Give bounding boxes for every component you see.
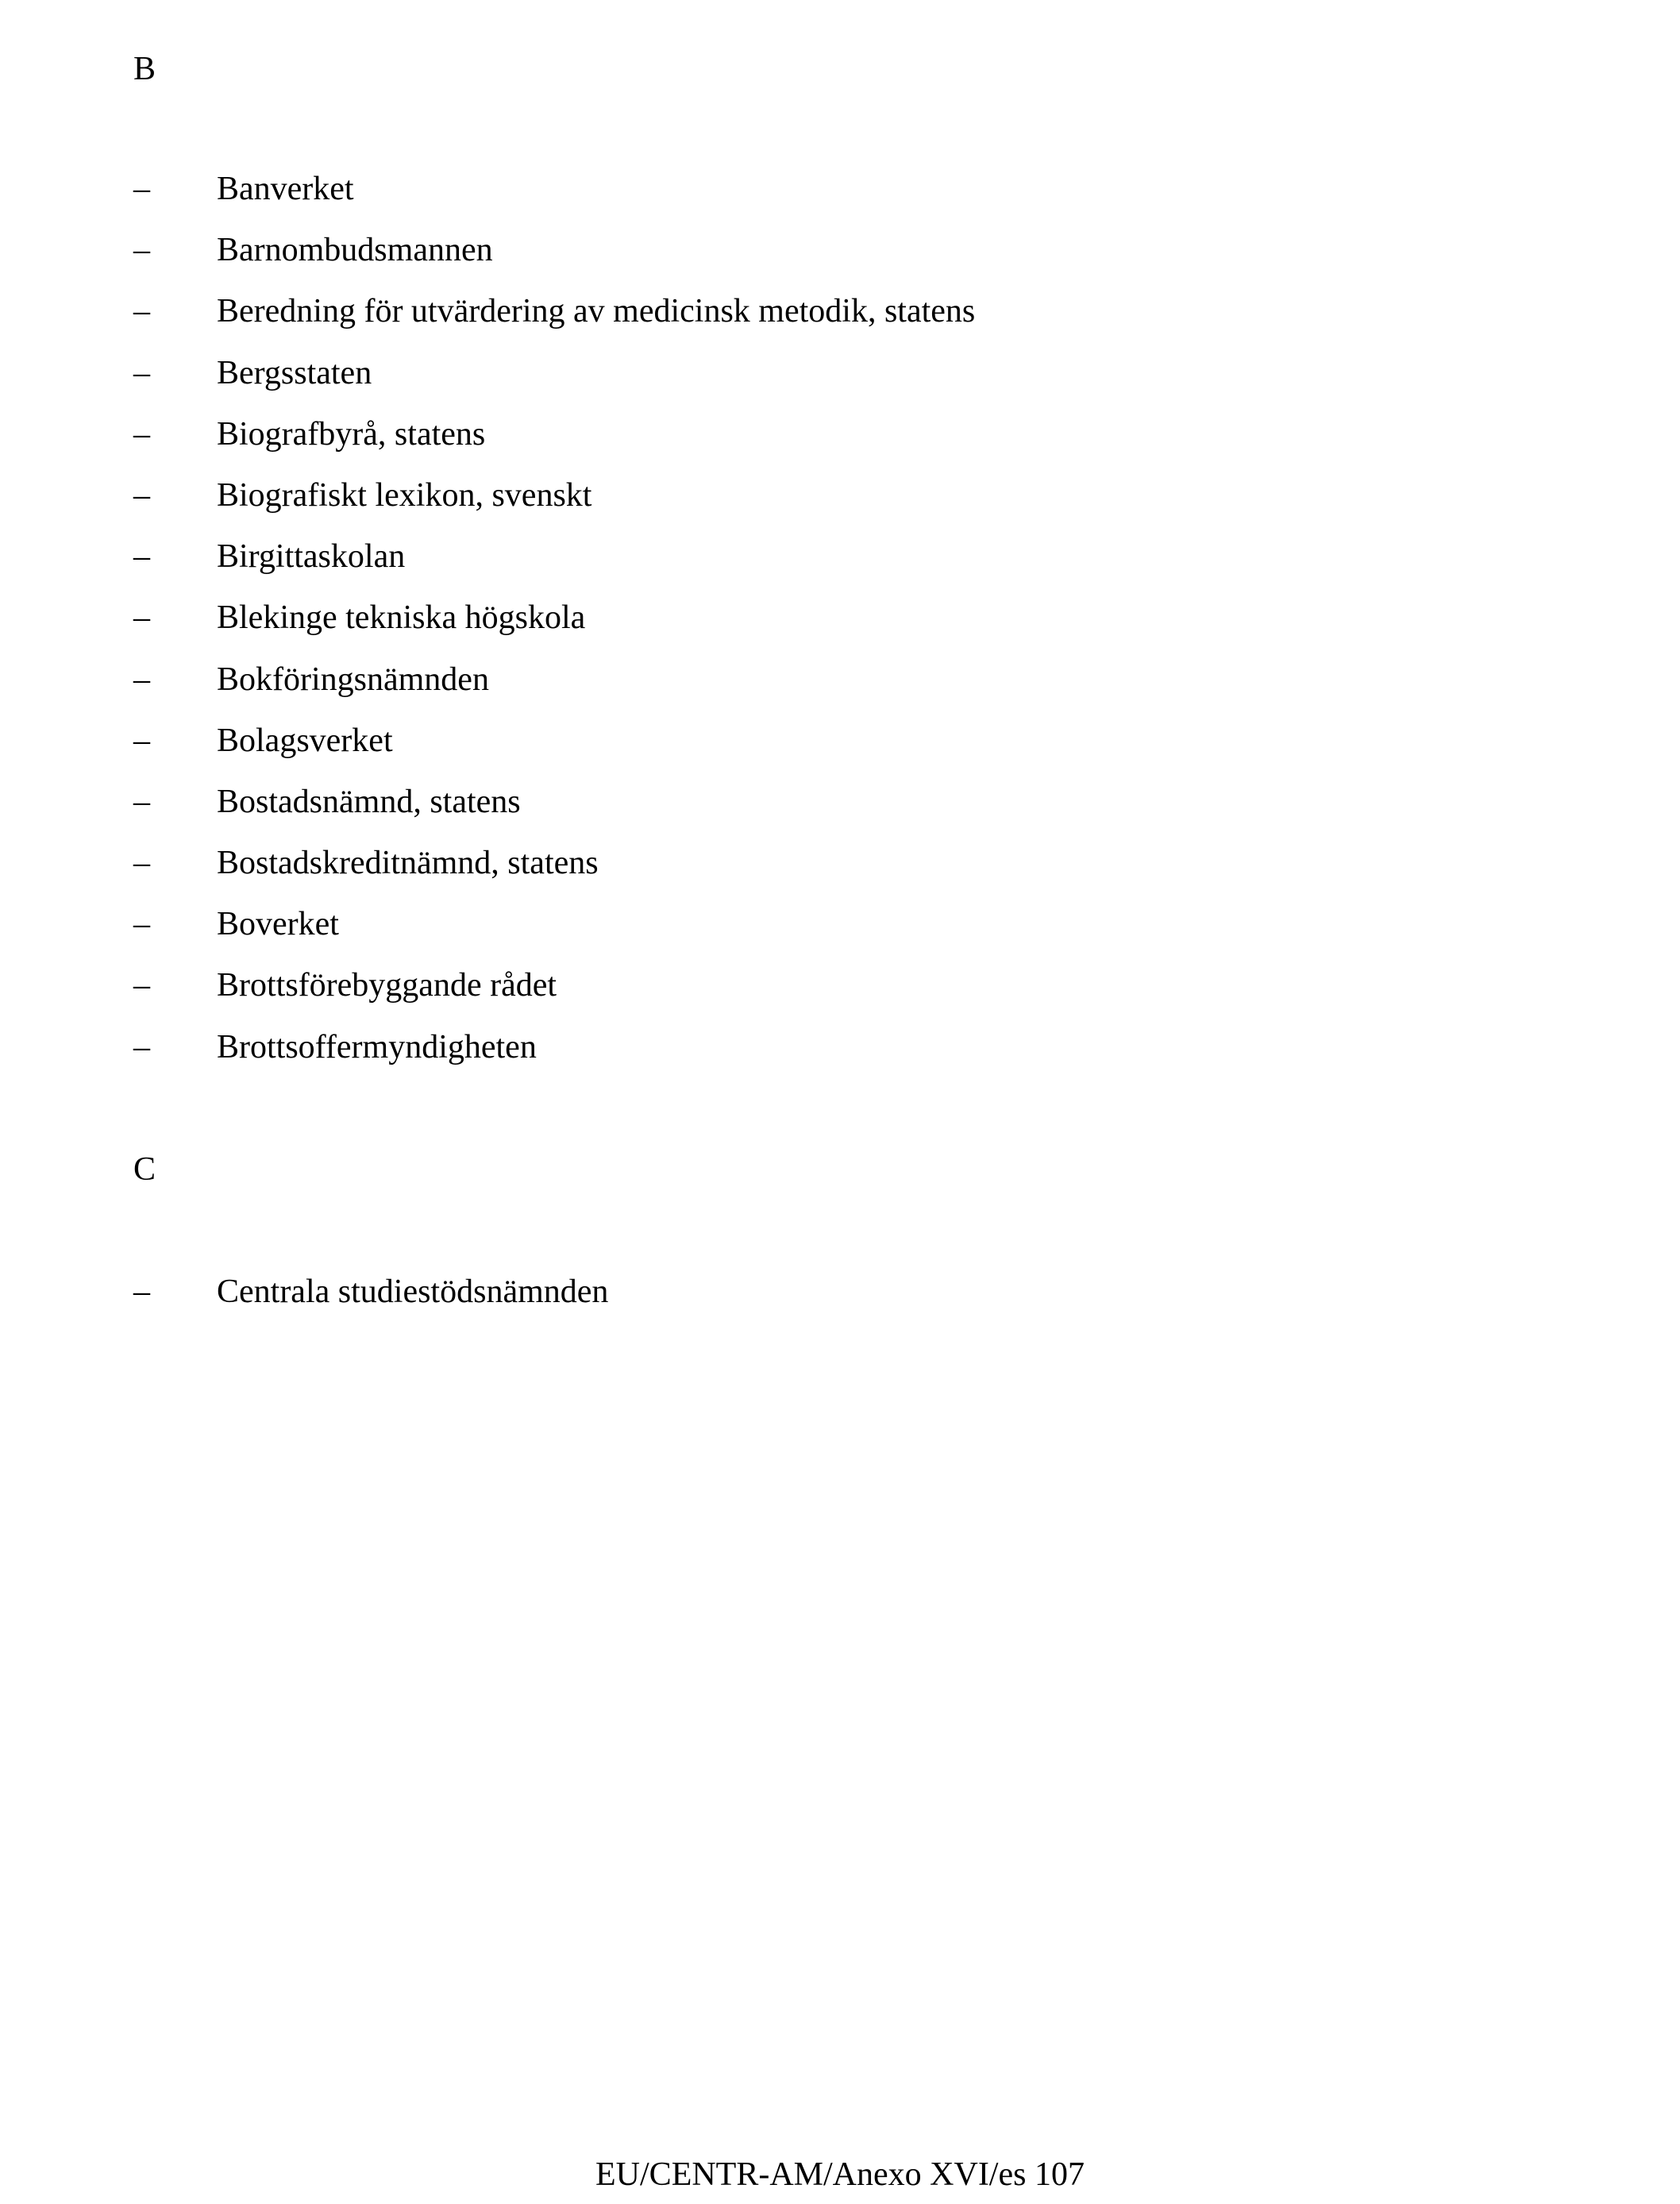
list-item-label: Brottsoffermyndigheten bbox=[217, 1028, 537, 1065]
list-item-label: Barnombudsmannen bbox=[217, 232, 493, 269]
list-item-label: Bergsstaten bbox=[217, 354, 372, 391]
list-dash: – bbox=[133, 722, 150, 759]
list-dash: – bbox=[133, 354, 150, 391]
list-dash: – bbox=[133, 906, 150, 943]
list-dash: – bbox=[133, 1273, 150, 1310]
list-dash: – bbox=[133, 293, 150, 330]
list-item-label: Blekinge tekniska högskola bbox=[217, 599, 586, 637]
page-footer: EU/CENTR-AM/Anexo XVI/es 107 bbox=[595, 2156, 1085, 2193]
list-dash: – bbox=[133, 232, 150, 269]
list-dash: – bbox=[133, 661, 150, 698]
list-dash: – bbox=[133, 415, 150, 453]
list-dash: – bbox=[133, 783, 150, 820]
list-item-label: Brottsförebyggande rådet bbox=[217, 967, 557, 1004]
list-item-label: Banverket bbox=[217, 171, 354, 207]
list-item-label: Centrala studiestödsnämnden bbox=[217, 1273, 609, 1310]
list-item-label: Birgittaskolan bbox=[217, 538, 406, 576]
list-dash: – bbox=[133, 171, 150, 207]
list-item-label: Bostadsnämnd, statens bbox=[217, 783, 521, 820]
section-letter-b: B bbox=[133, 51, 156, 87]
section-letter-c: C bbox=[133, 1151, 156, 1188]
list-dash: – bbox=[133, 538, 150, 576]
list-item-label: Boverket bbox=[217, 906, 339, 943]
list-item-label: Bokföringsnämnden bbox=[217, 661, 489, 698]
list-item-label: Bostadskreditnämnd, statens bbox=[217, 845, 599, 882]
list-dash: – bbox=[133, 599, 150, 637]
list-dash: – bbox=[133, 1028, 150, 1065]
list-dash: – bbox=[133, 845, 150, 882]
list-item-label: Biografbyrå, statens bbox=[217, 415, 486, 453]
list-dash: – bbox=[133, 967, 150, 1004]
list-item-label: Bolagsverket bbox=[217, 722, 393, 759]
list-item-label: Beredning för utvärdering av medicinsk metodik, statens bbox=[217, 293, 976, 330]
list-dash: – bbox=[133, 476, 150, 514]
list-item-label: Biografiskt lexikon, svenskt bbox=[217, 476, 592, 514]
